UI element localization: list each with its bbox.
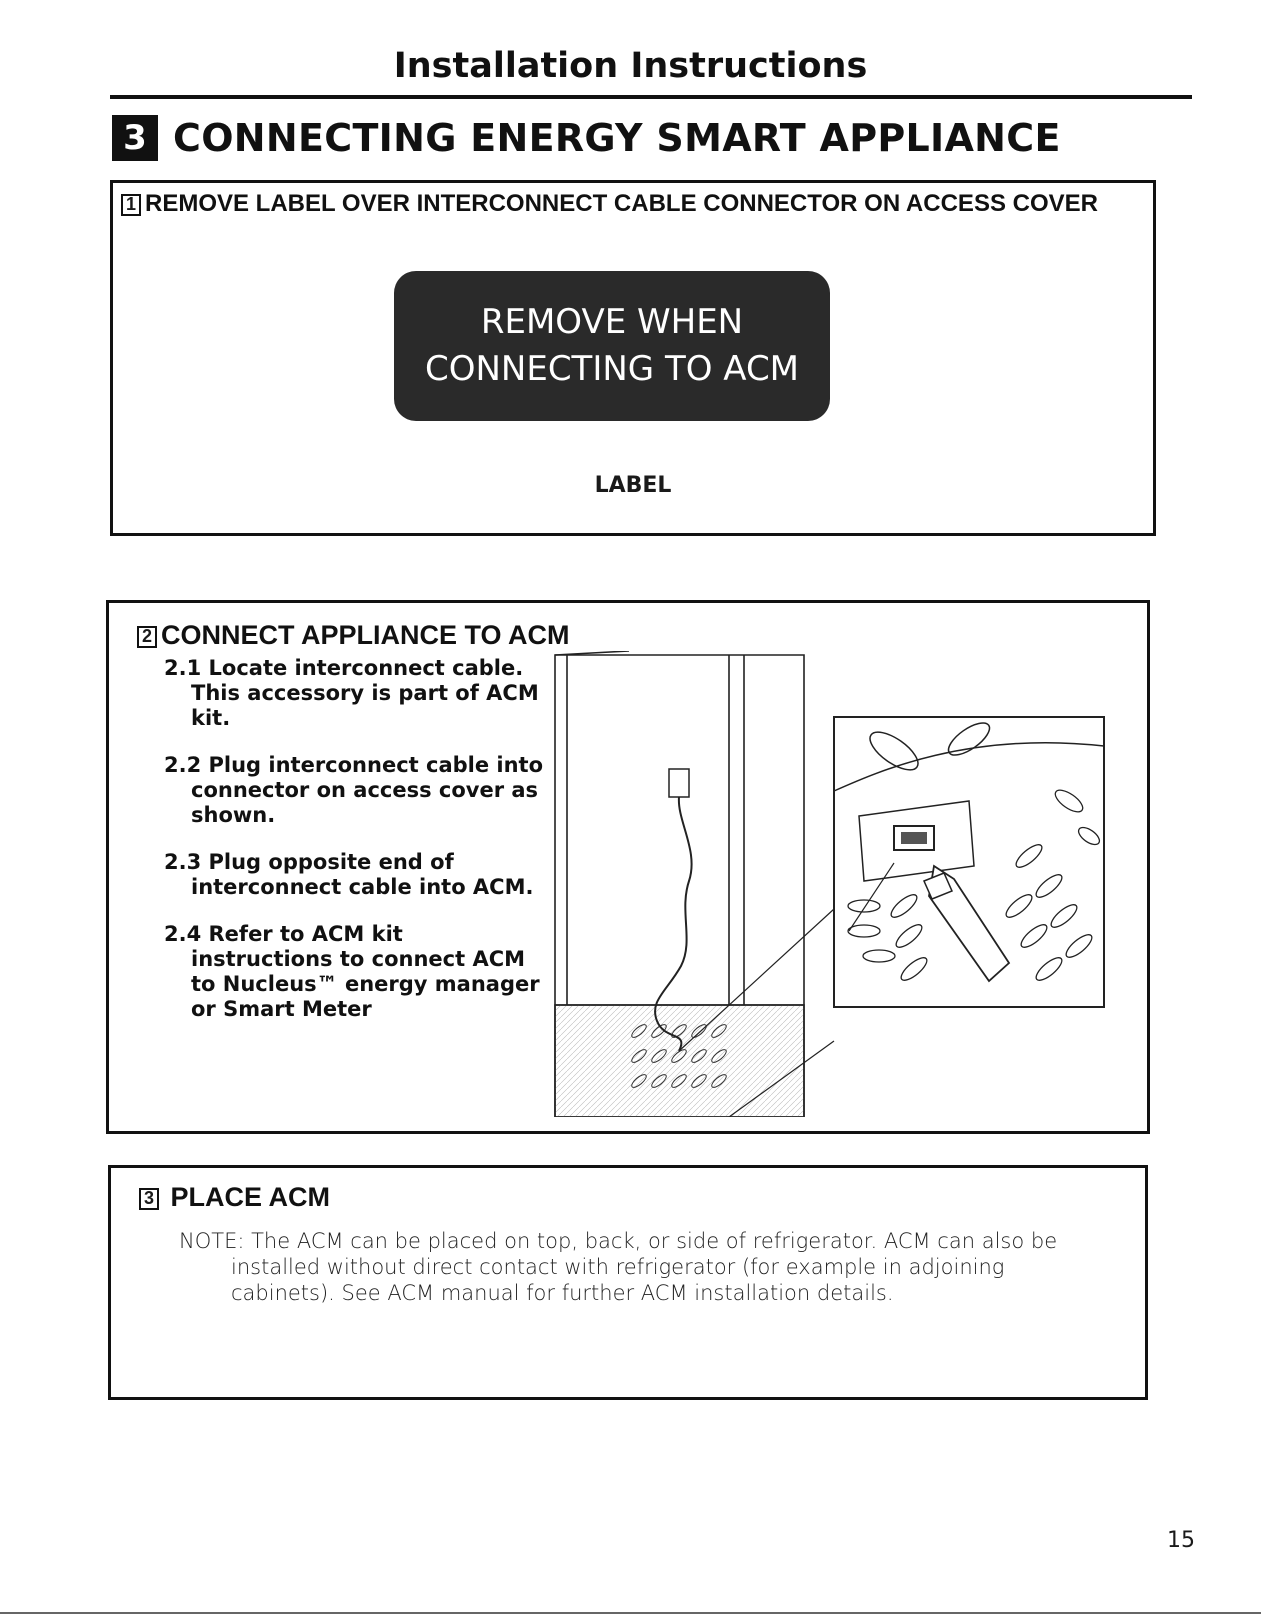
removal-label-line-1: REMOVE WHEN <box>480 302 744 342</box>
instruction-item <box>164 656 554 731</box>
refrigerator-connection-diagram <box>549 651 1111 1117</box>
step-1-title: REMOVE LABEL OVER INTERCONNECT CABLE CONNECTOR ON ACCESS COVER <box>145 190 1098 217</box>
instruction-item <box>164 850 554 900</box>
instruction-item <box>164 753 554 828</box>
step-2-number: 2 <box>137 626 157 648</box>
removal-label-illustration <box>394 271 830 421</box>
connector-detail-inset <box>834 717 1104 1007</box>
instruction-first-line: Refer to ACM kit <box>208 922 403 946</box>
step-2-box <box>106 600 1150 1134</box>
step-2-instructions <box>164 656 554 1044</box>
step-1-box <box>110 180 1156 536</box>
step-3-number: 3 <box>139 1188 159 1210</box>
title-rule <box>110 95 1192 99</box>
instruction-first-line: Plug interconnect cable into <box>208 753 544 777</box>
acm-module-icon <box>669 769 689 797</box>
section-number-badge: 3 <box>112 115 158 161</box>
label-caption: LABEL <box>594 473 672 498</box>
page-title: Installation Instructions <box>393 46 868 86</box>
instruction-body: connector on access cover as shown. <box>191 778 539 827</box>
instruction-number: 2.1 <box>164 656 202 680</box>
step-1-number: 1 <box>121 194 141 216</box>
removal-label-line-2: CONNECTING TO ACM <box>424 349 800 389</box>
instruction-number: 2.4 <box>164 922 202 946</box>
page-number: 15 <box>1167 1528 1195 1553</box>
step-3-box <box>108 1165 1148 1400</box>
step-2-header <box>137 620 570 651</box>
placement-note <box>179 1228 1079 1306</box>
note-continuation: installed without direct contact with refrigerator (for example in adjoining cabinets). See ACM manual for further ACM installation details. <box>231 1255 1005 1305</box>
bottom-rule <box>0 1612 1261 1614</box>
instruction-number: 2.2 <box>164 753 202 777</box>
refrigerator-illustration <box>555 651 804 1117</box>
step-1-header <box>121 190 1098 218</box>
instruction-number: 2.3 <box>164 850 202 874</box>
section-heading <box>112 115 1061 161</box>
instruction-body: instructions to connect ACM to Nucleus™ energy manager or Smart Meter <box>191 947 540 1021</box>
step-2-title: CONNECT APPLIANCE TO ACM <box>161 620 570 650</box>
instruction-body: interconnect cable into ACM. <box>191 875 534 899</box>
note-first-line: NOTE: The ACM can be placed on top, back, or side of refrigerator. ACM can also be <box>179 1229 1058 1253</box>
section-title: CONNECTING ENERGY SMART APPLIANCE <box>173 116 1061 160</box>
step-3-header <box>139 1182 330 1213</box>
instruction-first-line: Plug opposite end of <box>208 850 454 874</box>
instruction-item <box>164 922 554 1022</box>
step-3-title: PLACE ACM <box>170 1182 331 1212</box>
instruction-first-line: Locate interconnect cable. <box>208 656 524 680</box>
instruction-body: This accessory is part of ACM kit. <box>191 681 539 730</box>
